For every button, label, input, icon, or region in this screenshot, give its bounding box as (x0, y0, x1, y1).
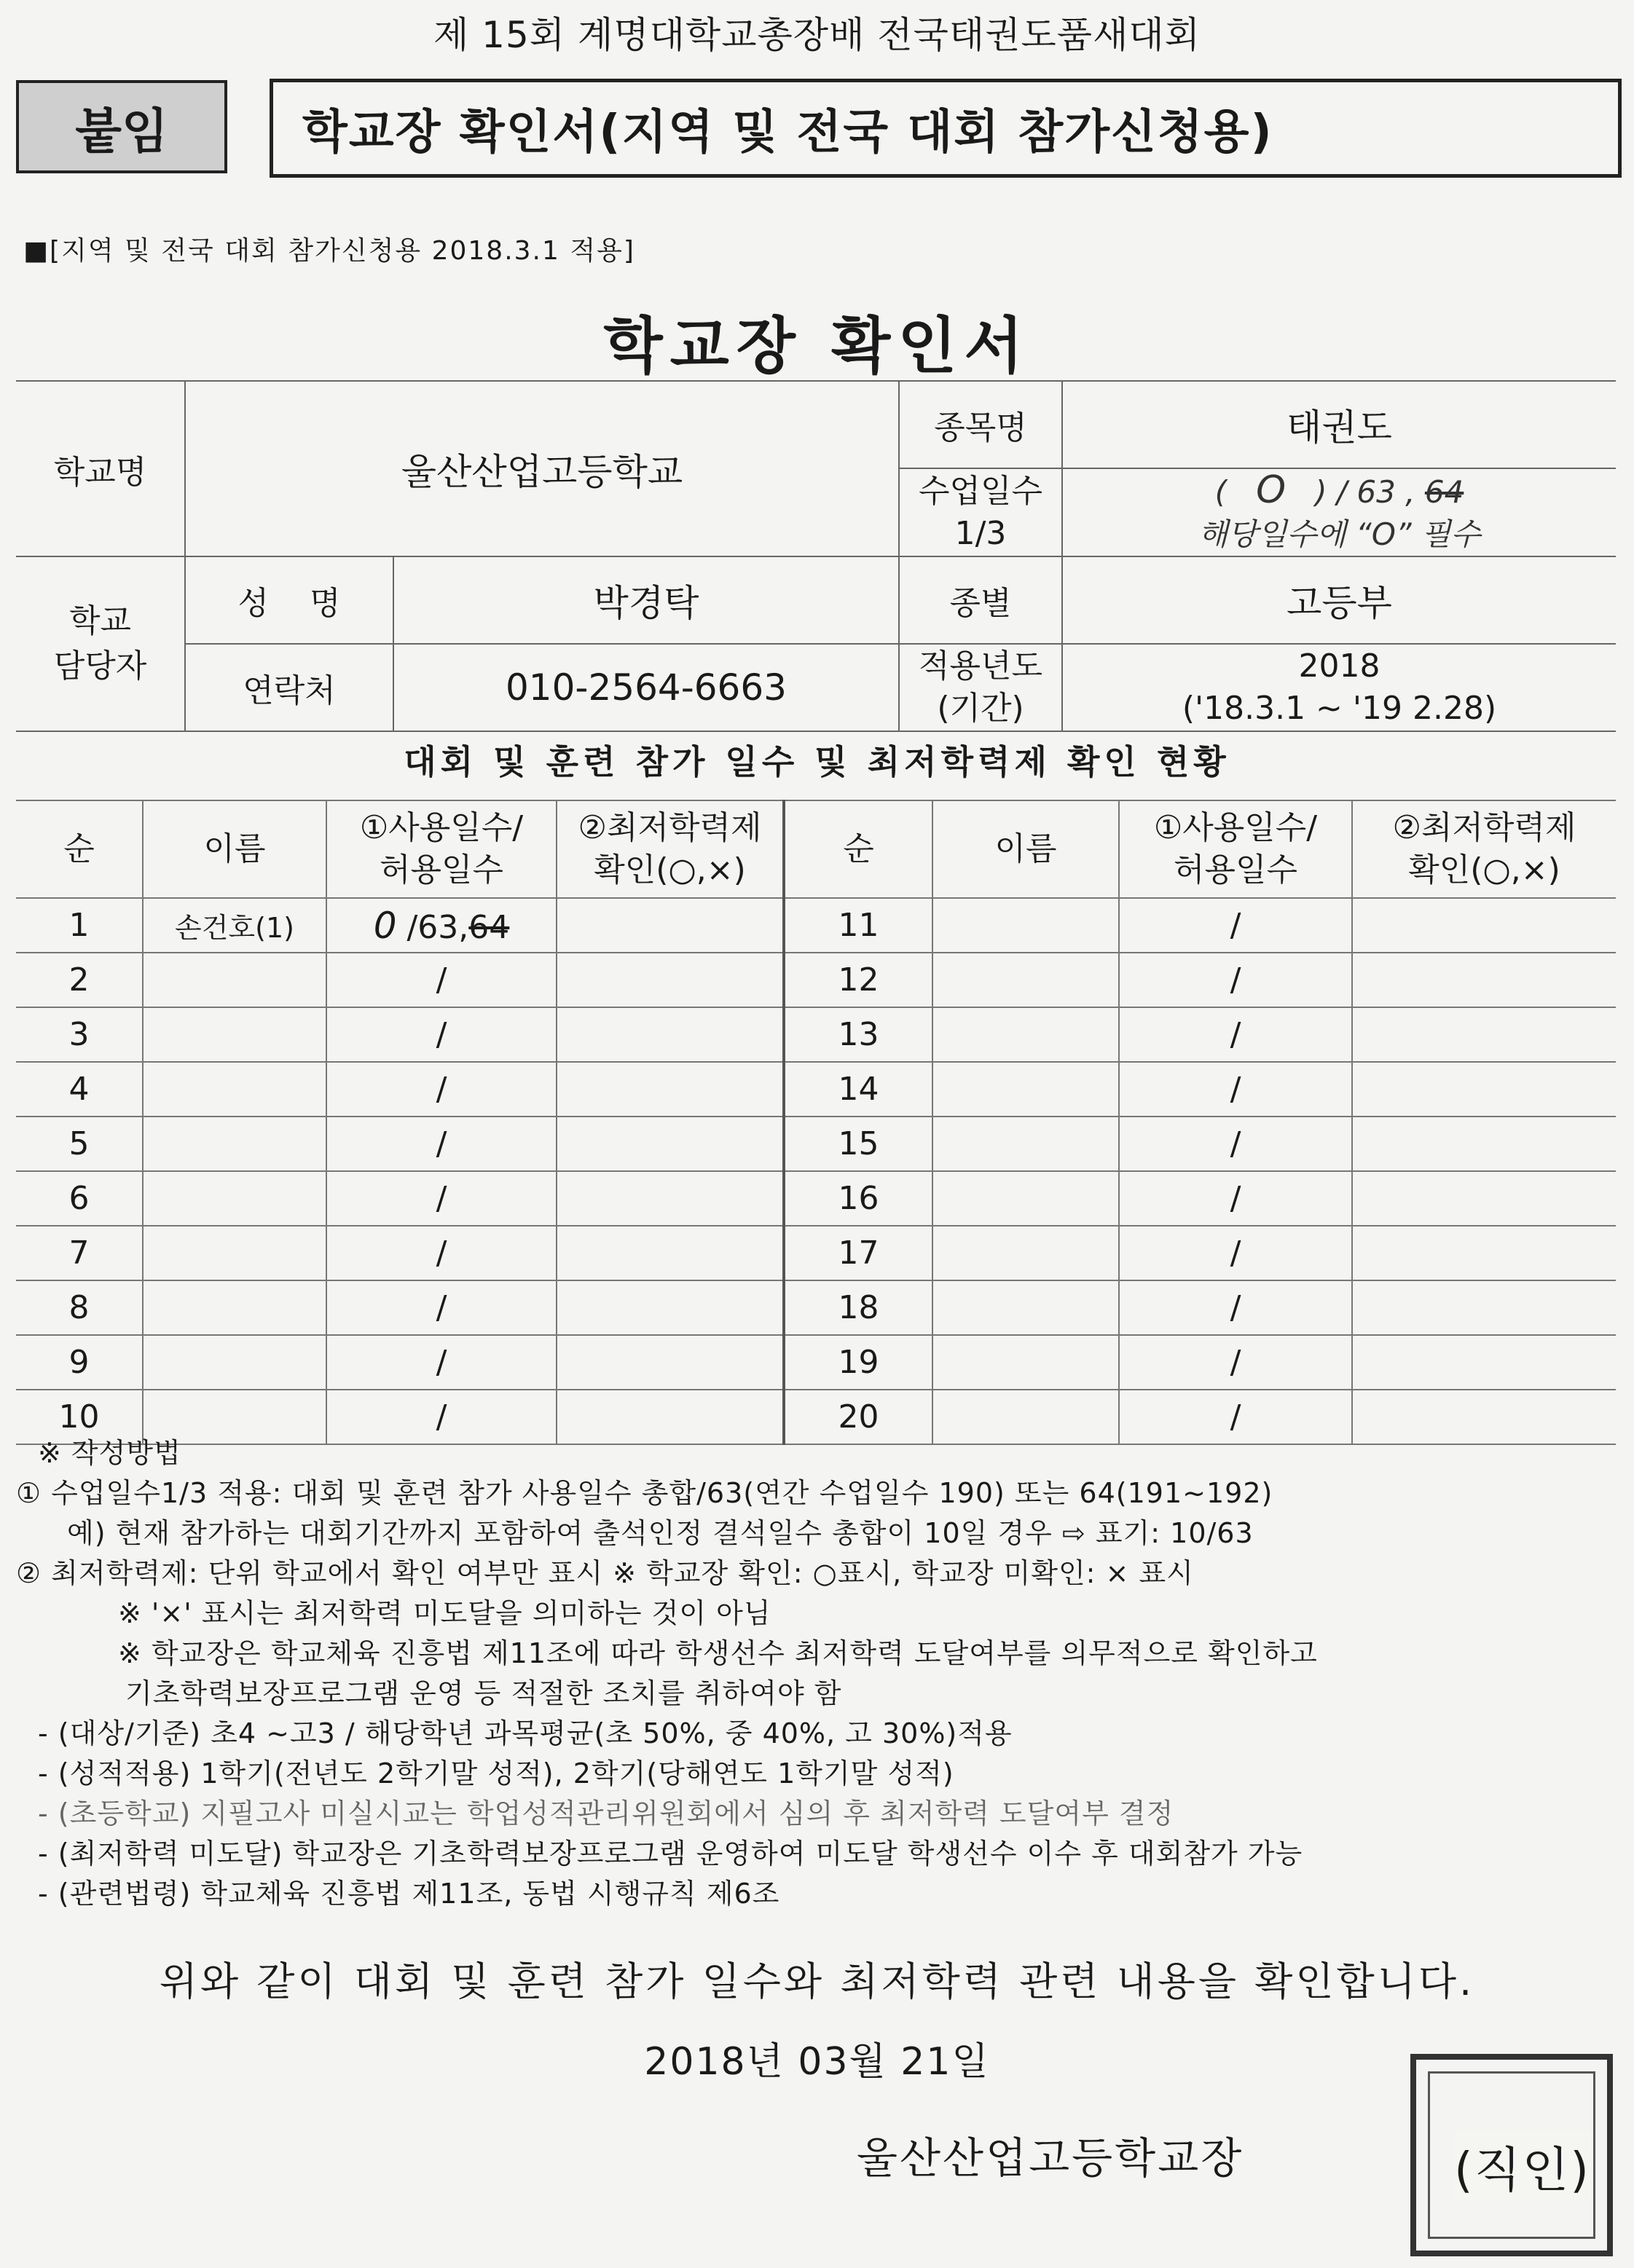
handwritten-mark: O (1256, 468, 1287, 512)
name-value: 박경탁 (393, 556, 899, 644)
name-label: 성 명 (185, 556, 393, 644)
table-row: 2 / 12 / (16, 953, 1616, 1007)
attachment-label: 붙임 (16, 80, 227, 173)
participant-name: 손건호(1) (143, 898, 326, 953)
participant-table (16, 800, 1616, 1445)
staff-label: 학교 담당자 (16, 556, 185, 731)
table-row: 6 / 16 / (16, 1171, 1616, 1226)
sport-label: 종목명 (899, 381, 1062, 468)
apply-note: ■[지역 및 전국 대회 참가신청용 2018.3.1 적용] (23, 236, 635, 266)
section-title: 대회 및 훈련 참가 일수 및 최저학력제 확인 현황 (404, 742, 1230, 781)
table-header-row: 순 이름 ①사용일수/ 허용일수 ②최저학력제 확인(○,×) 순 이름 ①사용일수/ 허용일수 ②최저학력제 확인(○,×) (16, 800, 1616, 898)
division-value: 고등부 (1062, 556, 1616, 644)
issue-date: 2018년 03월 21일 (644, 2040, 990, 2084)
document-title: 학교장 확인서 (603, 310, 1031, 382)
instructions: ※ 작성방법 ① 수업일수1/3 적용: 대회 및 훈련 참가 사용일수 총합/63(연간 수업일수 190) 또는 64(191~192) 예) 현재 참가하는 대회기간까지 포함하여 출석인정 결석일수 총합이 10일 경우 ⇨ 표기: 10/63 ② 최저학력제: 단위 학교에서 확인 여부만 표시 ※ 학교장 확인: ○표시, 학교장 미확인: × 표시 ※ '×' 표시는 최저학력 미도달을 의미하는 것이 아님 ※ 학교장은 학교체육 진흥법 제11조에 따라 학생선수 최저학력 도달여부를 의무적으로 확인하고 기초학력보장프로그램 운영 등 적절한 조치를 취하여야 함 - (대상/기준) 초4 ~고3 / 해당학년 과목평균(초 50%, 중 40%, 고 30%)적용 - (성적적용) 1학기(전년도 2학기말 성적), 2학기(당해연도 1학기말 성적) - (초등학교) 지필고사 미실시교는 학업성적관리위원회에서 심의 후 최저학력 도달여부 결정 - (최저학력 미도달) 학교장은 기초학력보장프로그램 운영하여 미도달 학생선수 이수 후 대회참가 가능 - (관련법령) 학교체육 진흥법 제11조, 동법 시행규칙 제6조 (16, 1437, 1318, 1910)
table-row: 9 / 19 / (16, 1335, 1616, 1390)
class-days-label: 수업일수 1/3 (899, 468, 1062, 556)
school-info-table (16, 380, 1616, 732)
contact-label: 연락처 (185, 644, 393, 731)
signer-name: 울산산업고등학교장 (857, 2133, 1244, 2183)
year-label: 적용년도 (기간) (899, 644, 1062, 731)
contact-value: 010-2564-6663 (393, 644, 899, 731)
division-label: 종별 (899, 556, 1062, 644)
school-name-label: 학교명 (16, 381, 185, 556)
class-days-note: 해당일수에 “O” 필수 (1198, 516, 1481, 552)
year-value: 2018 ('18.3.1 ~ '19 2.28) (1062, 644, 1616, 731)
table-row: 10 / 20 / (16, 1390, 1616, 1444)
days-used-value: 0 /63,64 (326, 898, 557, 953)
event-title: 제 15회 계명대학교총장배 전국태권도품새대회 (433, 14, 1201, 56)
sport-value: 태권도 (1062, 381, 1616, 468)
table-row: 8 / 18 / (16, 1280, 1616, 1335)
confirmation-statement: 위와 같이 대회 및 훈련 참가 일수와 최저학력 관련 내용을 확인합니다. (159, 1958, 1475, 2004)
table-row: 1 손건호(1) 0 /63,64 11 / (16, 898, 1616, 953)
table-row: 3 / 13 / (16, 1007, 1616, 1062)
table-row: 5 / 15 / (16, 1117, 1616, 1171)
table-row: 7 / 17 / (16, 1226, 1616, 1280)
class-days-value: ( O ) / 63 , 64 해당일수에 “O” 필수 (1062, 468, 1616, 556)
school-name-value: 울산산업고등학교 (185, 381, 899, 556)
form-title: 학교장 확인서(지역 및 전국 대회 참가신청용) (270, 79, 1622, 178)
seal-label: (직인) (1454, 2131, 1590, 2200)
table-row: 4 / 14 / (16, 1062, 1616, 1117)
